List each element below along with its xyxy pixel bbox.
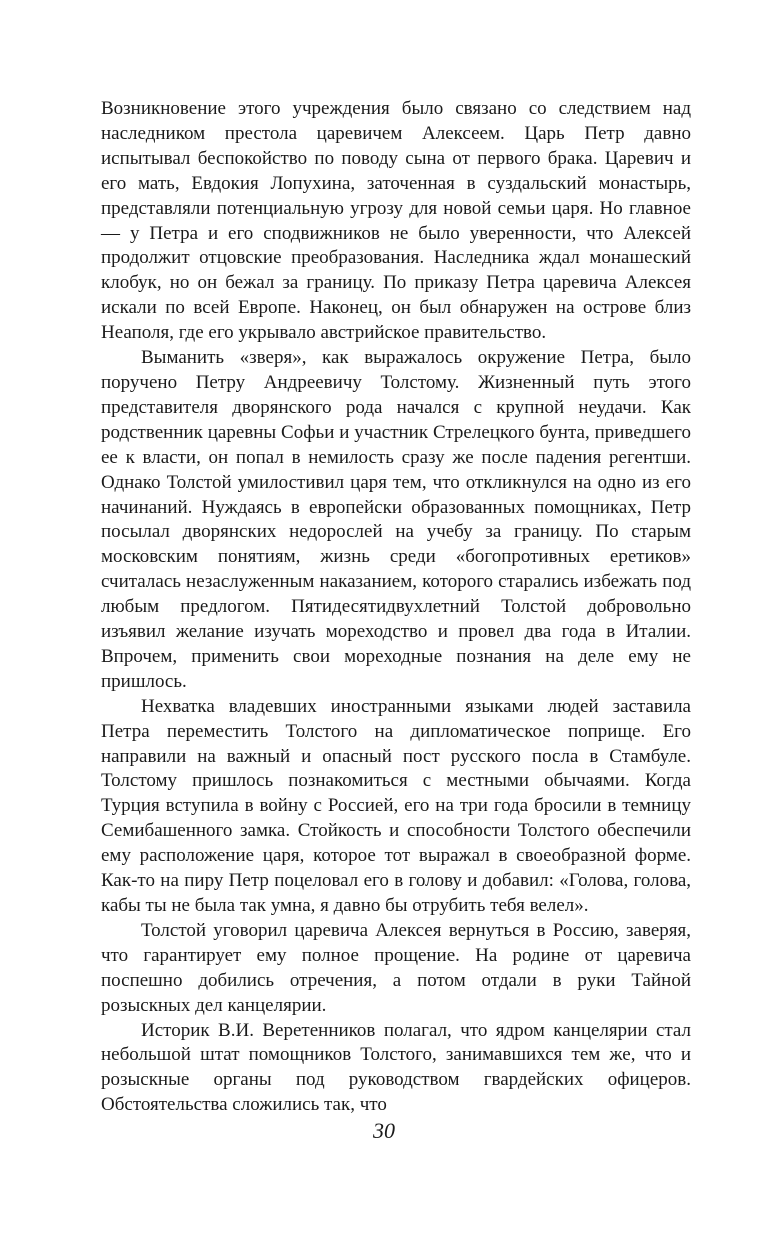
paragraph-5: Историк В.И. Веретенников полагал, что ядром канцелярии стал небольшой штат помощников Толстого, занимавшихся тем же, что и розыскные органы под руководством гвардейских офицеров. Обстоятельства сложились так, что — [101, 1019, 691, 1116]
page-number: 30 — [373, 1118, 395, 1143]
paragraph-2: Выманить «зверя», как выражалось окружение Петра, было поручено Петру Андреевичу Толстому. Жизненный путь этого представителя дворянского рода начался с крупной неудачи. Как родственник царевны Софьи и участник Стрелецкого бунта, приведшего ее к власти, он попал в немилость сразу же после падения регентши. Однако Толстой умилостивил царя тем, что откликнулся на одно из его начинаний. Нуждаясь в европейски образованных помощниках, Петр посылал дворянских недорослей на учебу за границу. По старым московским понятиям, жизнь среди «богопротивных еретиков» считалась незаслуженным наказанием, которого старались избежать под любым предлогом. Пятидесятидвухлетний Толстой добровольно изъявил желание изучать мореходство и провел два года в Италии. Впрочем, применить свои мореходные познания на деле ему не пришлось. — [101, 347, 691, 692]
paragraph-4: Толстой уговорил царевича Алексея вернуться в Россию, заверяя, что гарантирует ему полное прощение. На родине от царевича поспешно добились отречения, а потом отдали в руки Тайной розыскных дел канцелярии. — [101, 919, 691, 1016]
paragraph-1: Возникновение этого учреждения было связано со следствием над наследником престола царевичем Алексеем. Царь Петр давно испытывал беспокойство по поводу сына от первого брака. Царевич и его мать, Евдокия Лопухина, заточенная в суздальский монастырь, представляли потенциальную угрозу для новой семьи царя. Но главное — у Петра и его сподвижников не было уверенности, что Алексей продолжит отцовские преобразования. Наследника ждал монашеский клобук, но он бежал за границу. По приказу Петра царевича Алексея искали по всей Европе. Наконец, он был обнаружен на острове близ Неаполя, где его укрывало австрийское правительство. — [101, 98, 691, 344]
body-text — [101, 97, 691, 1118]
paragraph-3: Нехватка владевших иностранными языками людей заставила Петра переместить Толстого на дипломатическое поприще. Его направили на важный и опасный пост русского посла в Стамбуле. Толстому пришлось познакомиться с местными обычаями. Когда Турция вступила в войну с Россией, его на три года бросили в темницу Семибашенного замка. Стойкость и способности Толстого обеспечили ему расположение царя, которое тот выражал в своеобразной форме. Как-то на пиру Петр поцеловал его в голову и добавил: «Голова, голова, кабы ты не была так умна, я давно бы отрубить тебя велел». — [101, 695, 691, 916]
